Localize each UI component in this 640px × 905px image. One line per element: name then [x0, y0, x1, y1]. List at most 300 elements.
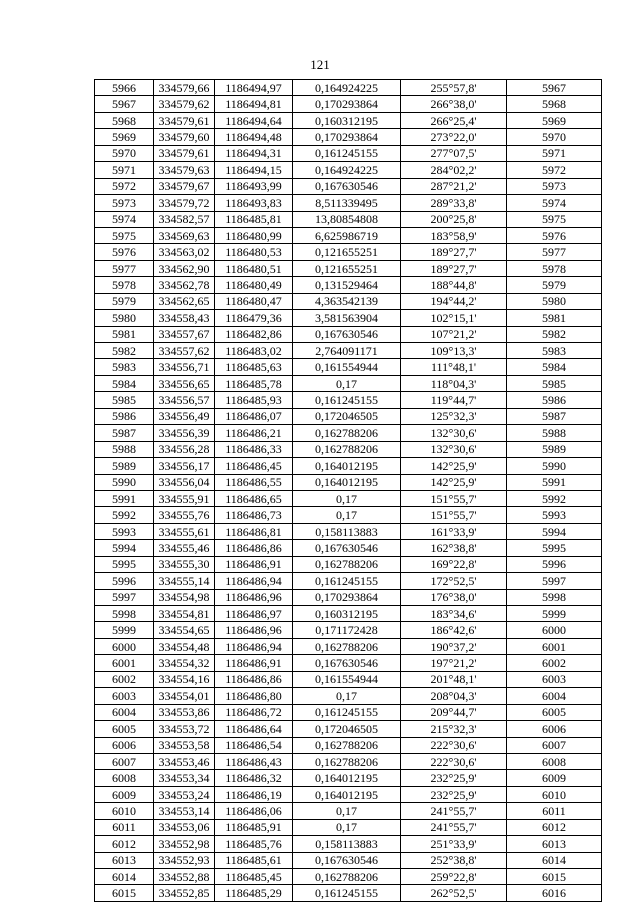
x-coordinate-cell: 334569,63	[154, 227, 215, 243]
distance-cell: 0,161554944	[293, 359, 401, 375]
point-number-cell: 5987	[95, 425, 154, 441]
point-number-cell: 5969	[95, 129, 154, 145]
x-coordinate-cell: 334557,67	[154, 326, 215, 342]
table-row	[95, 310, 602, 326]
point-number-cell: 6007	[95, 753, 154, 769]
next-point-cell: 6013	[507, 836, 602, 852]
bearing-cell: 232°25,9'	[401, 770, 507, 786]
distance-cell: 0,17	[293, 507, 401, 523]
y-coordinate-cell: 1186480,53	[215, 244, 293, 260]
y-coordinate-cell: 1186483,02	[215, 343, 293, 359]
point-number-cell: 6006	[95, 737, 154, 753]
next-point-cell: 5999	[507, 606, 602, 622]
next-point-cell: 5978	[507, 260, 602, 276]
x-coordinate-cell: 334553,72	[154, 721, 215, 737]
table-row	[95, 195, 602, 211]
next-point-cell: 5985	[507, 375, 602, 391]
table-row	[95, 556, 602, 572]
y-coordinate-cell: 1186486,19	[215, 786, 293, 802]
bearing-cell: 289°33,8'	[401, 195, 507, 211]
next-point-cell: 6007	[507, 737, 602, 753]
point-number-cell: 5999	[95, 622, 154, 638]
y-coordinate-cell: 1186480,47	[215, 293, 293, 309]
point-number-cell: 6010	[95, 803, 154, 819]
x-coordinate-cell: 334555,14	[154, 573, 215, 589]
point-number-cell: 5972	[95, 178, 154, 194]
next-point-cell: 5980	[507, 293, 602, 309]
point-number-cell: 5976	[95, 244, 154, 260]
point-number-cell: 5995	[95, 556, 154, 572]
point-number-cell: 6002	[95, 671, 154, 687]
x-coordinate-cell: 334579,62	[154, 96, 215, 112]
table-row	[95, 112, 602, 128]
next-point-cell: 5995	[507, 540, 602, 556]
point-number-cell: 6015	[95, 885, 154, 901]
y-coordinate-cell: 1186480,51	[215, 260, 293, 276]
bearing-cell: 201°48,1'	[401, 671, 507, 687]
y-coordinate-cell: 1186486,81	[215, 523, 293, 539]
point-number-cell: 5996	[95, 573, 154, 589]
bearing-cell: 176°38,0'	[401, 589, 507, 605]
point-number-cell: 5978	[95, 277, 154, 293]
y-coordinate-cell: 1186486,45	[215, 458, 293, 474]
bearing-cell: 259°22,8'	[401, 869, 507, 885]
point-number-cell: 5991	[95, 490, 154, 506]
x-coordinate-cell: 334555,30	[154, 556, 215, 572]
table-row	[95, 869, 602, 885]
point-number-cell: 6008	[95, 770, 154, 786]
table-row	[95, 671, 602, 687]
distance-cell: 0,162788206	[293, 638, 401, 654]
y-coordinate-cell: 1186486,64	[215, 721, 293, 737]
distance-cell: 0,161245155	[293, 573, 401, 589]
distance-cell: 8,511339495	[293, 195, 401, 211]
table-row	[95, 293, 602, 309]
bearing-cell: 241°55,7'	[401, 803, 507, 819]
y-coordinate-cell: 1186486,86	[215, 540, 293, 556]
distance-cell: 3,581563904	[293, 310, 401, 326]
distance-cell: 0,164924225	[293, 80, 401, 96]
table-row	[95, 589, 602, 605]
bearing-cell: 273°22,0'	[401, 129, 507, 145]
point-number-cell: 6009	[95, 786, 154, 802]
point-number-cell: 6001	[95, 655, 154, 671]
bearing-cell: 222°30,6'	[401, 737, 507, 753]
bearing-cell: 284°02,2'	[401, 162, 507, 178]
point-number-cell: 6012	[95, 836, 154, 852]
x-coordinate-cell: 334555,91	[154, 490, 215, 506]
y-coordinate-cell: 1186486,65	[215, 490, 293, 506]
distance-cell: 0,170293864	[293, 589, 401, 605]
distance-cell: 0,162788206	[293, 753, 401, 769]
y-coordinate-cell: 1186494,31	[215, 145, 293, 161]
point-number-cell: 5989	[95, 458, 154, 474]
distance-cell: 0,131529464	[293, 277, 401, 293]
next-point-cell: 5968	[507, 96, 602, 112]
point-number-cell: 5986	[95, 408, 154, 424]
next-point-cell: 6015	[507, 869, 602, 885]
bearing-cell: 183°58,9'	[401, 227, 507, 243]
y-coordinate-cell: 1186494,97	[215, 80, 293, 96]
distance-cell: 0,17	[293, 819, 401, 835]
table-row	[95, 819, 602, 835]
x-coordinate-cell: 334552,88	[154, 869, 215, 885]
next-point-cell: 6000	[507, 622, 602, 638]
table-row	[95, 852, 602, 868]
distance-cell: 0,162788206	[293, 869, 401, 885]
y-coordinate-cell: 1186486,06	[215, 803, 293, 819]
table-row	[95, 359, 602, 375]
y-coordinate-cell: 1186486,43	[215, 753, 293, 769]
x-coordinate-cell: 334579,67	[154, 178, 215, 194]
table-row	[95, 244, 602, 260]
next-point-cell: 6011	[507, 803, 602, 819]
distance-cell: 0,161245155	[293, 885, 401, 901]
x-coordinate-cell: 334552,85	[154, 885, 215, 901]
distance-cell: 0,158113883	[293, 523, 401, 539]
table-row	[95, 178, 602, 194]
x-coordinate-cell: 334554,32	[154, 655, 215, 671]
point-number-cell: 5975	[95, 227, 154, 243]
table-row	[95, 737, 602, 753]
table-row	[95, 145, 602, 161]
point-number-cell: 5973	[95, 195, 154, 211]
table-row	[95, 474, 602, 490]
point-number-cell: 5988	[95, 441, 154, 457]
table-row	[95, 704, 602, 720]
distance-cell: 0,160312195	[293, 112, 401, 128]
x-coordinate-cell: 334579,61	[154, 112, 215, 128]
x-coordinate-cell: 334556,65	[154, 375, 215, 391]
x-coordinate-cell: 334557,62	[154, 343, 215, 359]
bearing-cell: 277°07,5'	[401, 145, 507, 161]
x-coordinate-cell: 334558,43	[154, 310, 215, 326]
table-row	[95, 425, 602, 441]
table-row	[95, 606, 602, 622]
point-number-cell: 5967	[95, 96, 154, 112]
table-row	[95, 343, 602, 359]
bearing-cell: 118°04,3'	[401, 375, 507, 391]
table-row	[95, 540, 602, 556]
distance-cell: 0,17	[293, 688, 401, 704]
table-row	[95, 375, 602, 391]
x-coordinate-cell: 334562,65	[154, 293, 215, 309]
x-coordinate-cell: 334555,61	[154, 523, 215, 539]
next-point-cell: 6006	[507, 721, 602, 737]
point-number-cell: 5997	[95, 589, 154, 605]
x-coordinate-cell: 334553,34	[154, 770, 215, 786]
y-coordinate-cell: 1186485,76	[215, 836, 293, 852]
next-point-cell: 5997	[507, 573, 602, 589]
bearing-cell: 119°44,7'	[401, 392, 507, 408]
x-coordinate-cell: 334555,76	[154, 507, 215, 523]
x-coordinate-cell: 334556,28	[154, 441, 215, 457]
y-coordinate-cell: 1186485,78	[215, 375, 293, 391]
next-point-cell: 5973	[507, 178, 602, 194]
x-coordinate-cell: 334579,66	[154, 80, 215, 96]
next-point-cell: 5975	[507, 211, 602, 227]
x-coordinate-cell: 334579,61	[154, 145, 215, 161]
x-coordinate-cell: 334554,01	[154, 688, 215, 704]
table-row	[95, 655, 602, 671]
bearing-cell: 208°04,3'	[401, 688, 507, 704]
table-row	[95, 573, 602, 589]
distance-cell: 0,167630546	[293, 852, 401, 868]
point-number-cell: 5983	[95, 359, 154, 375]
y-coordinate-cell: 1186485,63	[215, 359, 293, 375]
bearing-cell: 215°32,3'	[401, 721, 507, 737]
table-row	[95, 523, 602, 539]
bearing-cell: 189°27,7'	[401, 260, 507, 276]
bearing-cell: 183°34,6'	[401, 606, 507, 622]
next-point-cell: 6003	[507, 671, 602, 687]
bearing-cell: 255°57,8'	[401, 80, 507, 96]
next-point-cell: 5994	[507, 523, 602, 539]
x-coordinate-cell: 334554,48	[154, 638, 215, 654]
distance-cell: 0,172046505	[293, 408, 401, 424]
y-coordinate-cell: 1186486,94	[215, 638, 293, 654]
bearing-cell: 252°38,8'	[401, 852, 507, 868]
next-point-cell: 5989	[507, 441, 602, 457]
point-number-cell: 5985	[95, 392, 154, 408]
next-point-cell: 5971	[507, 145, 602, 161]
point-number-cell: 5994	[95, 540, 154, 556]
point-number-cell: 5993	[95, 523, 154, 539]
y-coordinate-cell: 1186485,91	[215, 819, 293, 835]
x-coordinate-cell: 334562,78	[154, 277, 215, 293]
distance-cell: 0,161245155	[293, 704, 401, 720]
distance-cell: 6,625986719	[293, 227, 401, 243]
table-row	[95, 441, 602, 457]
x-coordinate-cell: 334552,93	[154, 852, 215, 868]
bearing-cell: 197°21,2'	[401, 655, 507, 671]
table-row	[95, 277, 602, 293]
x-coordinate-cell: 334553,86	[154, 704, 215, 720]
y-coordinate-cell: 1186486,91	[215, 655, 293, 671]
x-coordinate-cell: 334579,60	[154, 129, 215, 145]
next-point-cell: 5987	[507, 408, 602, 424]
table-row	[95, 129, 602, 145]
y-coordinate-cell: 1186485,29	[215, 885, 293, 901]
distance-cell: 0,167630546	[293, 326, 401, 342]
distance-cell: 0,17	[293, 803, 401, 819]
point-number-cell: 5984	[95, 375, 154, 391]
distance-cell: 0,160312195	[293, 606, 401, 622]
point-number-cell: 6003	[95, 688, 154, 704]
bearing-cell: 107°21,2'	[401, 326, 507, 342]
next-point-cell: 6016	[507, 885, 602, 901]
next-point-cell: 6010	[507, 786, 602, 802]
point-number-cell: 5971	[95, 162, 154, 178]
bearing-cell: 142°25,9'	[401, 458, 507, 474]
next-point-cell: 5988	[507, 425, 602, 441]
next-point-cell: 6002	[507, 655, 602, 671]
table-row	[95, 408, 602, 424]
bearing-cell: 266°38,0'	[401, 96, 507, 112]
y-coordinate-cell: 1186486,21	[215, 425, 293, 441]
table-row	[95, 688, 602, 704]
point-number-cell: 5981	[95, 326, 154, 342]
y-coordinate-cell: 1186485,93	[215, 392, 293, 408]
distance-cell: 0,164012195	[293, 786, 401, 802]
table-row	[95, 507, 602, 523]
y-coordinate-cell: 1186486,55	[215, 474, 293, 490]
y-coordinate-cell: 1186494,48	[215, 129, 293, 145]
x-coordinate-cell: 334579,63	[154, 162, 215, 178]
table-row	[95, 770, 602, 786]
x-coordinate-cell: 334579,72	[154, 195, 215, 211]
table-row	[95, 260, 602, 276]
table-row	[95, 96, 602, 112]
bearing-cell: 132°30,6'	[401, 425, 507, 441]
bearing-cell: 222°30,6'	[401, 753, 507, 769]
table-row	[95, 458, 602, 474]
next-point-cell: 5974	[507, 195, 602, 211]
distance-cell: 13,80854808	[293, 211, 401, 227]
point-number-cell: 5992	[95, 507, 154, 523]
distance-cell: 0,17	[293, 490, 401, 506]
distance-cell: 0,121655251	[293, 260, 401, 276]
bearing-cell: 262°52,5'	[401, 885, 507, 901]
y-coordinate-cell: 1186486,73	[215, 507, 293, 523]
bearing-cell: 190°37,2'	[401, 638, 507, 654]
y-coordinate-cell: 1186486,32	[215, 770, 293, 786]
y-coordinate-cell: 1186480,99	[215, 227, 293, 243]
distance-cell: 0,161245155	[293, 392, 401, 408]
bearing-cell: 188°44,8'	[401, 277, 507, 293]
distance-cell: 0,162788206	[293, 556, 401, 572]
table-row	[95, 638, 602, 654]
distance-cell: 0,167630546	[293, 540, 401, 556]
y-coordinate-cell: 1186486,96	[215, 622, 293, 638]
point-number-cell: 5977	[95, 260, 154, 276]
next-point-cell: 5993	[507, 507, 602, 523]
next-point-cell: 5986	[507, 392, 602, 408]
table-row	[95, 786, 602, 802]
table-row	[95, 836, 602, 852]
point-number-cell: 6014	[95, 869, 154, 885]
distance-cell: 0,17	[293, 375, 401, 391]
distance-cell: 0,171172428	[293, 622, 401, 638]
distance-cell: 0,162788206	[293, 441, 401, 457]
point-number-cell: 5968	[95, 112, 154, 128]
bearing-cell: 189°27,7'	[401, 244, 507, 260]
distance-cell: 0,161554944	[293, 671, 401, 687]
page-number: 121	[310, 57, 330, 72]
next-point-cell: 5977	[507, 244, 602, 260]
bearing-cell: 232°25,9'	[401, 786, 507, 802]
distance-cell: 0,164012195	[293, 474, 401, 490]
bearing-cell: 172°52,5'	[401, 573, 507, 589]
x-coordinate-cell: 334556,71	[154, 359, 215, 375]
x-coordinate-cell: 334552,98	[154, 836, 215, 852]
table-row	[95, 622, 602, 638]
point-number-cell: 5966	[95, 80, 154, 96]
y-coordinate-cell: 1186485,81	[215, 211, 293, 227]
y-coordinate-cell: 1186486,80	[215, 688, 293, 704]
x-coordinate-cell: 334556,57	[154, 392, 215, 408]
x-coordinate-cell: 334554,65	[154, 622, 215, 638]
next-point-cell: 6008	[507, 753, 602, 769]
next-point-cell: 5981	[507, 310, 602, 326]
y-coordinate-cell: 1186482,86	[215, 326, 293, 342]
bearing-cell: 161°33,9'	[401, 523, 507, 539]
bearing-cell: 241°55,7'	[401, 819, 507, 835]
point-number-cell: 6011	[95, 819, 154, 835]
distance-cell: 0,167630546	[293, 655, 401, 671]
x-coordinate-cell: 334553,58	[154, 737, 215, 753]
point-number-cell: 5974	[95, 211, 154, 227]
y-coordinate-cell: 1186486,86	[215, 671, 293, 687]
distance-cell: 0,162788206	[293, 425, 401, 441]
x-coordinate-cell: 334553,46	[154, 753, 215, 769]
bearing-cell: 151°55,7'	[401, 507, 507, 523]
next-point-cell: 6009	[507, 770, 602, 786]
point-number-cell: 5970	[95, 145, 154, 161]
bearing-cell: 169°22,8'	[401, 556, 507, 572]
bearing-cell: 287°21,2'	[401, 178, 507, 194]
y-coordinate-cell: 1186494,15	[215, 162, 293, 178]
x-coordinate-cell: 334556,49	[154, 408, 215, 424]
distance-cell: 0,121655251	[293, 244, 401, 260]
next-point-cell: 6001	[507, 638, 602, 654]
next-point-cell: 5969	[507, 112, 602, 128]
x-coordinate-cell: 334554,81	[154, 606, 215, 622]
y-coordinate-cell: 1186480,49	[215, 277, 293, 293]
bearing-cell: 111°48,1'	[401, 359, 507, 375]
x-coordinate-cell: 334553,24	[154, 786, 215, 802]
bearing-cell: 200°25,8'	[401, 211, 507, 227]
y-coordinate-cell: 1186486,72	[215, 704, 293, 720]
distance-cell: 0,172046505	[293, 721, 401, 737]
next-point-cell: 5967	[507, 80, 602, 96]
y-coordinate-cell: 1186486,96	[215, 589, 293, 605]
bearing-cell: 162°38,8'	[401, 540, 507, 556]
table-row	[95, 162, 602, 178]
coordinates-table	[94, 79, 602, 902]
bearing-cell: 109°13,3'	[401, 343, 507, 359]
x-coordinate-cell: 334563,02	[154, 244, 215, 260]
bearing-cell: 209°44,7'	[401, 704, 507, 720]
point-number-cell: 6004	[95, 704, 154, 720]
next-point-cell: 6012	[507, 819, 602, 835]
next-point-cell: 5991	[507, 474, 602, 490]
next-point-cell: 5984	[507, 359, 602, 375]
next-point-cell: 5982	[507, 326, 602, 342]
point-number-cell: 6000	[95, 638, 154, 654]
x-coordinate-cell: 334553,06	[154, 819, 215, 835]
distance-cell: 0,170293864	[293, 96, 401, 112]
x-coordinate-cell: 334582,57	[154, 211, 215, 227]
point-number-cell: 6005	[95, 721, 154, 737]
bearing-cell: 102°15,1'	[401, 310, 507, 326]
next-point-cell: 6014	[507, 852, 602, 868]
next-point-cell: 6004	[507, 688, 602, 704]
y-coordinate-cell: 1186486,33	[215, 441, 293, 457]
distance-cell: 0,164012195	[293, 770, 401, 786]
next-point-cell: 6005	[507, 704, 602, 720]
y-coordinate-cell: 1186486,94	[215, 573, 293, 589]
point-number-cell: 5980	[95, 310, 154, 326]
y-coordinate-cell: 1186486,97	[215, 606, 293, 622]
table-row	[95, 80, 602, 96]
y-coordinate-cell: 1186485,61	[215, 852, 293, 868]
table-row	[95, 753, 602, 769]
y-coordinate-cell: 1186486,07	[215, 408, 293, 424]
y-coordinate-cell: 1186494,64	[215, 112, 293, 128]
table-row	[95, 803, 602, 819]
distance-cell: 0,162788206	[293, 737, 401, 753]
